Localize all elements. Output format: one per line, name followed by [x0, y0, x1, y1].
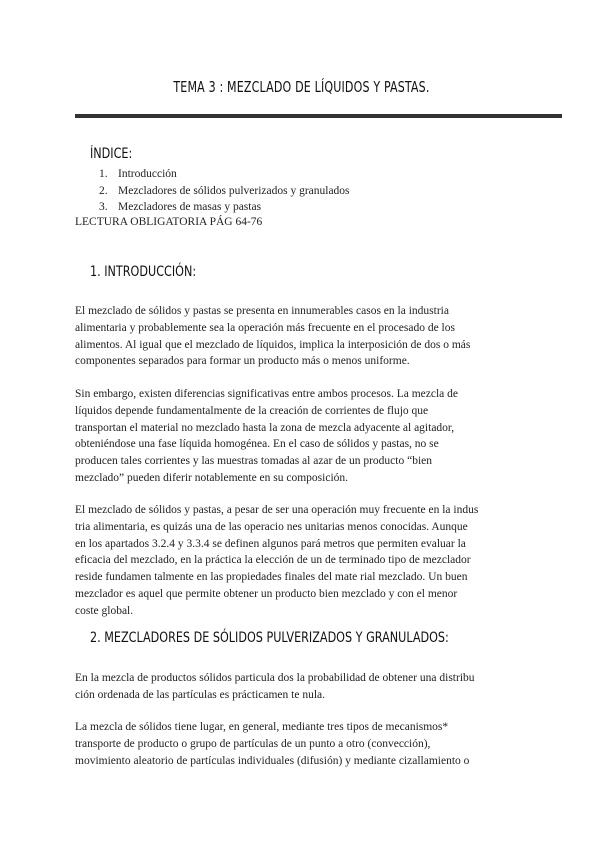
index-item: 2. Mezcladores de sólidos pulverizados y granulados [99, 184, 350, 197]
paragraph: La mezcla de sólidos tiene lugar, en general, mediante tres tipos de mecanismos* transporte de producto o grupo de partículas de un punto a otro (convección), movimiento aleatorio de partículas individuales (difusión) y mediante cizallamiento o [75, 721, 470, 767]
paragraph: El mezclado de sólidos y pastas, a pesar de ser una operación muy frecuente en la indus tria alimentaria, es quizás una de las operacio nes unitarias menos conocidas. Aunque en los apartados 3.2.4 y 3.3.4 se definen algunos pará metros que permiten evaluar la eficacia del mezclado, en la práctica la elección de un de terminado tipo de mezclador reside fundamen talmente en las propiedades finales del mate rial mezclado. Un buen mezclador es aquel que permite obtener un producto bien mezclado y con el menor coste global. [75, 504, 479, 617]
paragraph: Sin embargo, existen diferencias significativas entre ambos procesos. La mezcla de líquidos depende fundamentalmente de la creación de corrientes de flujo que transportan el material no mezclado hasta la zona de mezcla adyacente al agitador, obteniéndose una fase líquida homogénea. En el caso de sólidos y pastas, no se producen tales corrientes y las muestras tomadas al azar de un producto “bien mezclado” pueden diferir notablemente en su composición. [75, 388, 458, 484]
index-list [99, 166, 350, 216]
paragraph: El mezclado de sólidos y pastas se presenta en innumerables casos en la industria alimentaria y probablemente sea la operación más frecuente en el procesado de los alimentos. Al igual que el mezclado de líquidos, implica la interposición de dos o más componentes separados para formar un producto más o menos uniforme. [75, 305, 471, 368]
paragraph: En la mezcla de productos sólidos particula dos la probabilidad de obtener una distribu ción ordenada de las partículas es prácticamen te nula. [75, 672, 475, 701]
index-item: 1. Introducción [99, 168, 177, 180]
page-title: TEMA 3 : MEZCLADO DE LÍQUIDOS Y PASTAS. [173, 78, 430, 96]
section-heading-introduccion: 1. INTRODUCCIÓN: [90, 264, 197, 280]
index-heading: ÍNDICE: [90, 146, 133, 162]
required-reading: LECTURA OBLIGATORIA PÁG 64-76 [75, 216, 263, 228]
title-rule [75, 114, 562, 118]
section-heading-mezcladores-solidos: 2. MEZCLADORES DE SÓLIDOS PULVERIZADOS Y GRANULADOS: [90, 630, 449, 646]
index-item: 3. Mezcladores de masas y pastas [99, 201, 262, 213]
